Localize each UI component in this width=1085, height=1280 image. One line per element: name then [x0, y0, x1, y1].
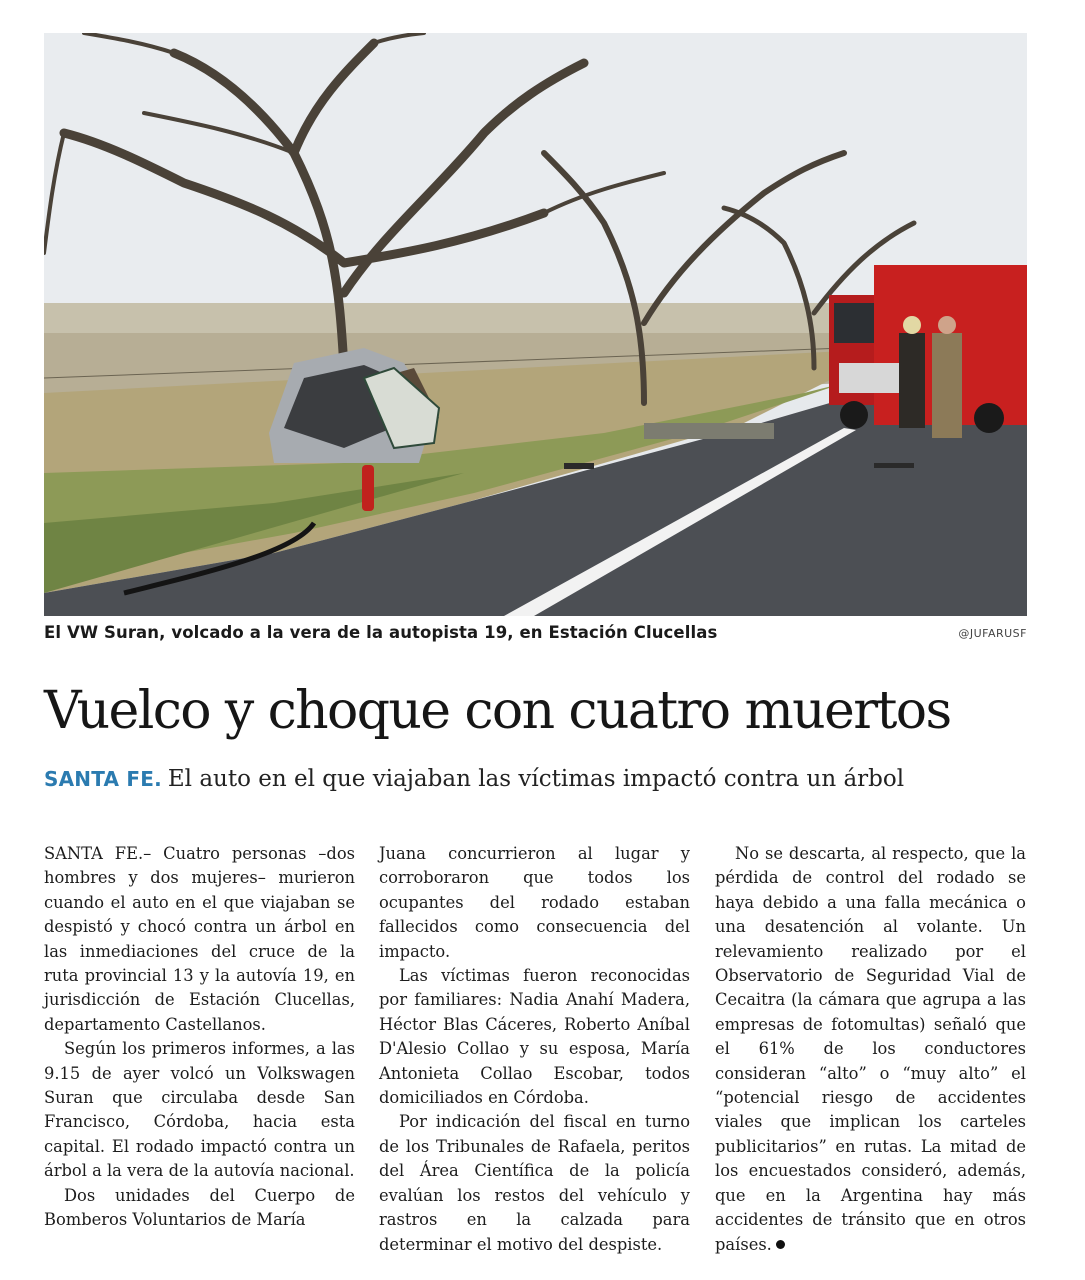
- caption-text: El VW Suran, volcado a la vera de la autopista 19, en Estación Clucellas: [44, 623, 718, 642]
- paragraph: Juana concurrieron al lugar y corroboraron que todos los ocupantes del rodado estaban fallecidos como consecuencia del impacto.: [379, 844, 690, 961]
- paragraph: Dos unidades del Cuerpo de Bomberos Voluntarios de María: [44, 1185, 355, 1230]
- subheadline: [44, 764, 1044, 794]
- news-photo: [44, 33, 1027, 616]
- paragraph: Las víctimas fueron reconocidas por familiares: Nadia Anahí Madera, Héctor Blas Cáceres, Roberto Aníbal D'Alesio Collao y su esposa, María Antonieta Collao Escobar, todos domiciliados en Córdoba.: [379, 966, 690, 1108]
- article-column-3: [715, 842, 1026, 1257]
- article-column-1: [44, 842, 355, 1233]
- kicker-location: SANTA FE.: [44, 767, 162, 791]
- photo-credit: @JUFARUSF: [958, 627, 1027, 640]
- end-of-article-bullet-icon: [776, 1240, 785, 1249]
- paragraph-text: No se descarta, al respecto, que la pérdida de control del rodado se haya debido a una falla mecánica o una desatención al volante. Un relevamiento realizado por el Observatorio de Seguridad Vial de Cecaitra (la cámara que agrupa a las empresas de fotomultas) señaló que el 61% de los conductores consideran “alto” o “muy alto” el “potencial riesgo de accidentes viales que implican los carteles publicitarios” en rutas. La mitad de los encuestados consideró, además, que en la Argentina hay más accidentes de tránsito que en otros países.: [715, 844, 1026, 1254]
- paragraph: Según los primeros informes, a las 9.15 de ayer volcó un Volkswagen Suran que circulaba desde San Francisco, Córdoba, hacia esta capital. El rodado impactó contra un árbol a la vera de la autovía nacional.: [44, 1039, 355, 1181]
- paragraph-final: [715, 842, 1026, 1257]
- subheadline-text: El auto en el que viajaban las víctimas impactó contra un árbol: [167, 766, 905, 792]
- accident-photo-image: [44, 33, 1027, 616]
- article-column-2: [379, 842, 690, 1257]
- paragraph: SANTA FE.– Cuatro personas –dos hombres y dos mujeres– murieron cuando el auto en el que viajaban se despistó y chocó contra un árbol en las inmediaciones del cruce de la ruta provincial 13 y la autovía 19, en jurisdicción de Estación Clucellas, departamento Castellanos.: [44, 844, 355, 1034]
- paragraph: Por indicación del fiscal en turno de los Tribunales de Rafaela, peritos del Área Científica de la policía evalúan los restos del vehículo y rastros en la calzada para determinar el motivo del despiste.: [379, 1112, 690, 1254]
- photo-caption: [44, 623, 1027, 647]
- headline: Vuelco y choque con cuatro muertos: [44, 681, 951, 741]
